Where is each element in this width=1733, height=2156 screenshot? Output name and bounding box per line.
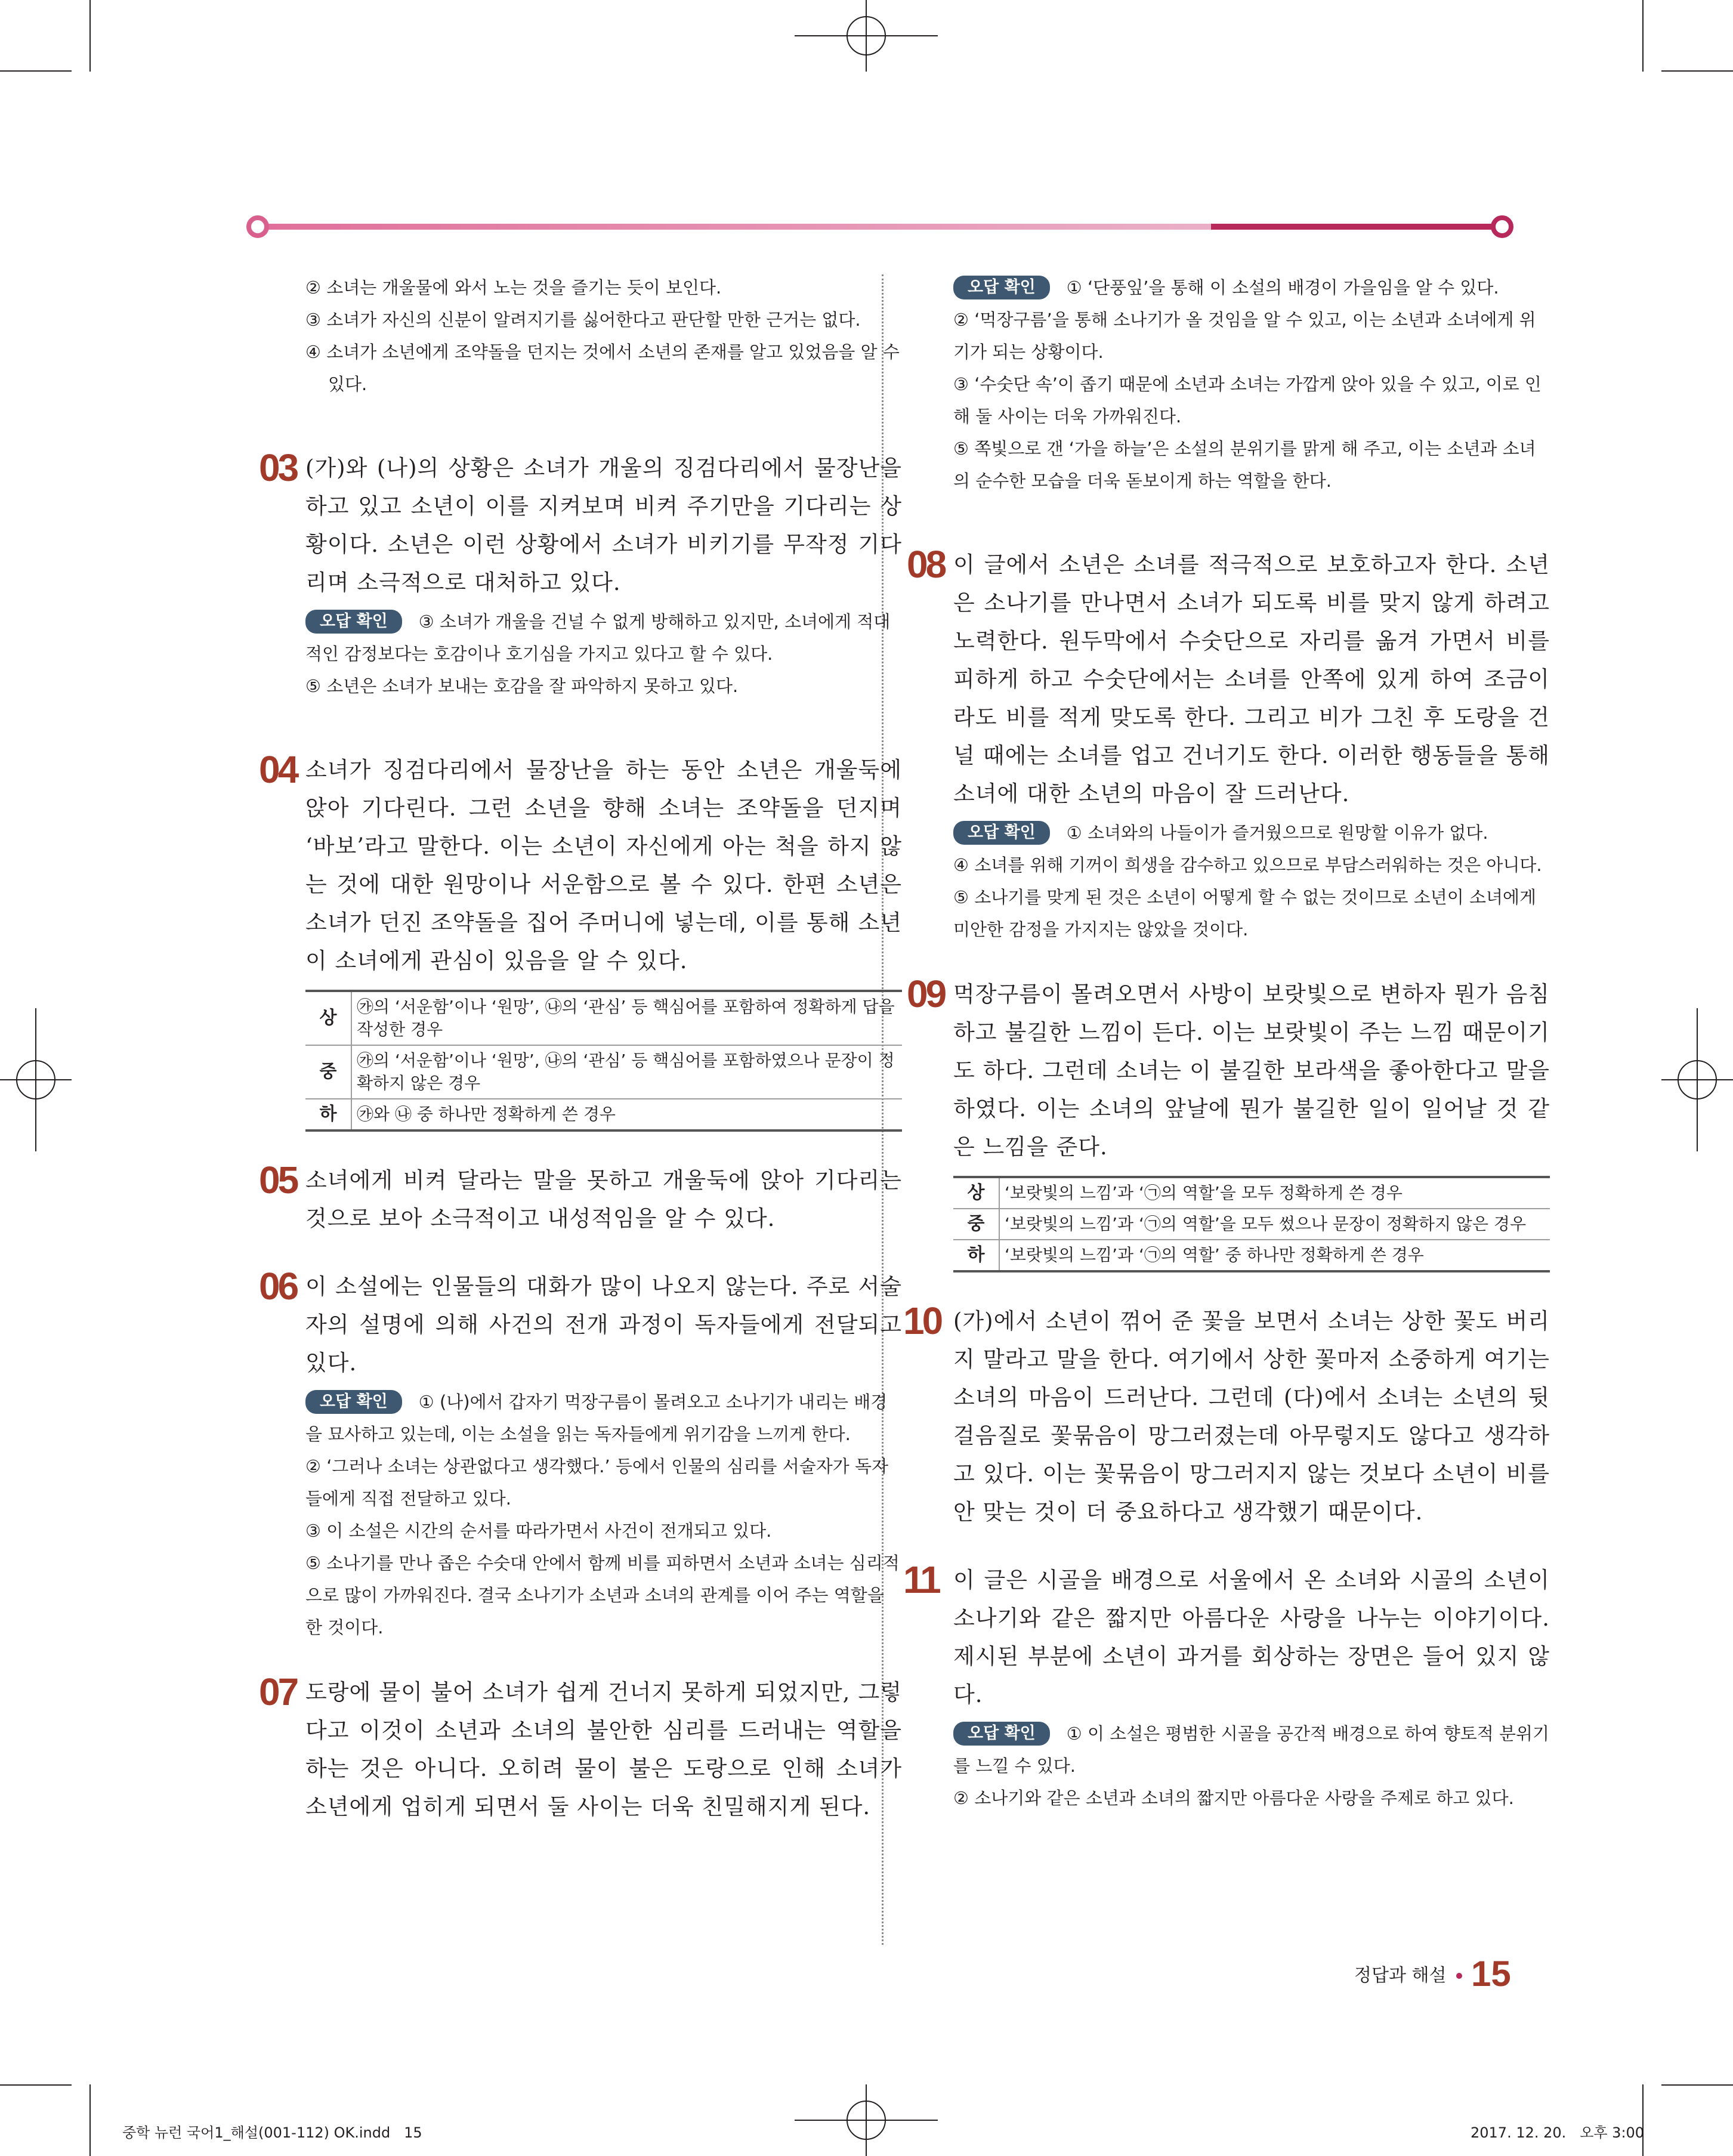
intro-options [305,271,902,400]
wrong-answer-badge: 오답 확인 [953,276,1050,299]
wrong-answer-note: 오답 확인 ③ 소녀가 개울을 건널 수 없게 방해하고 있지만, 소녀에게 적대적인 감정보다는 호감이나 호기심을 가지고 있다고 할 수 있다. [305,606,902,670]
option-item: ② ‘그러나 소녀는 상관없다고 생각했다.’ 등에서 인물의 심리를 서술자가 독자들에게 직접 전달하고 있다. [305,1456,889,1509]
question-07 [259,1670,902,1826]
grade-row [305,1045,902,1099]
grade-description: ‘보랏빛의 느낌’과 ‘㉠의 역할’을 모두 정확하게 쓴 경우 [999,1177,1550,1209]
grade-row [953,1177,1550,1209]
bullet-dot [1456,1973,1462,1979]
question-number: 09 [907,972,945,1015]
crop-mark [1661,70,1733,72]
question-number: 07 [259,1670,297,1713]
registration-mark [0,1008,72,1151]
grade-level: 하 [953,1240,999,1271]
wrong-answer-badge: 오답 확인 [953,1722,1050,1746]
grade-description: ‘보랏빛의 느낌’과 ‘㉠의 역할’ 중 하나만 정확하게 쓴 경우 [999,1240,1550,1271]
question-explanation: 소녀에게 비켜 달라는 말을 못하고 개울둑에 앉아 기다리는 것으로 보아 소극적이고 내성적임을 알 수 있다. [305,1167,902,1231]
question-number: 10 [903,1299,941,1342]
question-number: 04 [259,748,297,791]
grade-level: 하 [305,1099,351,1130]
page-number: 15 [1471,1954,1511,1994]
option-item: ⑤ 소년은 소녀가 보내는 호감을 잘 파악하지 못하고 있다. [305,676,739,696]
option-item: ② 소나기와 같은 소년과 소녀의 짧지만 아름다운 사랑을 주제로 하고 있다. [953,1788,1514,1808]
wrong-answer-note: 오답 확인 ① 이 소설은 평범한 시골을 공간적 배경으로 하여 향토적 분위기를 느낄 수 있다. [953,1718,1550,1782]
section-label: 정답과 해설 [1354,1965,1447,1986]
question-explanation: 먹장구름이 몰려오면서 사방이 보랏빛으로 변하자 뭔가 음침하고 불길한 느낌이 든다. 이는 보랏빛이 주는 느낌 때문이기도 하다. 그런데 소녀는 이 불길한 보라색을 좋아한다고 말을 하였다. 이는 소녀의 앞날에 뭔가 불길한 일이 일어날 것 같은 느낌을 준다. [953,981,1550,1160]
crop-mark [0,2084,72,2086]
grade-level: 상 [953,1177,999,1209]
question-11 [903,1558,1550,1814]
wrong-answer-note: 오답 확인 ① ‘단풍잎’을 통해 이 소설의 배경이 가을임을 알 수 있다. [953,271,1550,304]
crop-mark [1661,2084,1733,2086]
print-timestamp: 2017. 12. 20. 오후 3:00 [1471,2124,1645,2141]
question-explanation: (가)와 (나)의 상황은 소녀가 개울의 징검다리에서 물장난을 하고 있고 소년이 이를 지켜보며 비켜 주기만을 기다리는 상황이다. 소년은 이런 상황에서 소녀가 비키기를 무작정 기다리며 소극적으로 대처하고 있다. [305,455,902,595]
option-item: ④ 소녀를 위해 기꺼이 희생을 감수하고 있으므로 부담스러워하는 것은 아니다. [953,855,1542,875]
option-item: ⑤ 소나기를 맞게 된 것은 소년이 어떻게 할 수 없는 것이므로 소년이 소녀에게 미안한 감정을 가지지는 않았을 것이다. [953,887,1537,940]
question-number: 08 [907,543,945,586]
wrong-answer-badge: 오답 확인 [305,1390,402,1414]
question-number: 11 [903,1558,939,1601]
option-item: ② ‘먹장구름’을 통해 소나기가 올 것임을 알 수 있고, 이는 소년과 소녀에게 위기가 되는 상황이다. [953,310,1536,362]
question-06 [259,1265,902,1644]
option-item: ③ ‘수숫단 속’이 좁기 때문에 소년과 소녀는 가깝게 앉아 있을 수 있고, 이로 인해 둘 사이는 더욱 가까워진다. [953,374,1542,427]
option-item: ② 소녀는 개울물에 와서 노는 것을 즐기는 듯이 보인다. [305,277,722,298]
question-number: 06 [259,1265,297,1308]
registration-mark [1661,1008,1733,1151]
crop-mark [89,2084,91,2156]
left-column [259,271,902,1826]
grade-description: ‘보랏빛의 느낌’과 ‘㉠의 역할’을 모두 썼으나 문장이 정확하지 않은 경우 [999,1209,1550,1240]
question-explanation: 소녀가 징검다리에서 물장난을 하는 동안 소년은 개울둑에 앉아 기다린다. 그런 소년을 향해 소녀는 조약돌을 던지며 ‘바보’라고 말한다. 이는 소년이 자신에게 아는 척을 하지 않는 것에 대한 원망이나 서운함으로 볼 수 있다. 한편 소년은 소녀가 던진 조약돌을 집어 주머니에 넣는데, 이를 통해 소년이 소녀에게 관심이 있음을 알 수 있다. [305,757,902,974]
grade-row [953,1209,1550,1240]
registration-mark [795,2084,938,2156]
crop-mark [1642,2084,1644,2156]
question-number: 05 [259,1159,297,1201]
question-explanation: 이 글에서 소년은 소녀를 적극적으로 보호하고자 한다. 소년은 소나기를 만나면서 소녀가 되도록 비를 맞지 않게 하려고 노력한다. 원두막에서 수숫단으로 자리를 옮겨 가면서 비를 피하게 하고 수숫단에서는 소녀를 안쪽에 있게 하여 조금이라도 비를 적게 맞도록 한다. 그리고 비가 그친 후 도랑을 건널 때에는 소녀를 업고 건너기도 한다. 이러한 행동들을 통해 소녀에 대한 소년의 마음이 잘 드러난다. [953,552,1550,807]
grade-description: ㉮의 ‘서운함’이나 ‘원망’, ㉯의 ‘관심’ 등 핵심어를 포함하여 정확하게 답을 작성한 경우 [351,991,902,1045]
grade-row [305,991,902,1045]
grade-level: 중 [305,1045,351,1099]
grading-table [305,990,902,1132]
question-explanation: 도랑에 물이 불어 소녀가 쉽게 건너지 못하게 되었지만, 그렇다고 이것이 소년과 소녀의 불안한 심리를 드러내는 역할을 하는 것은 아니다. 오히려 물이 불은 도랑으로 인해 소녀가 소년에게 업히게 되면서 둘 사이는 더욱 친밀해지게 된다. [305,1679,902,1820]
crop-mark [1642,0,1644,72]
question-explanation: (가)에서 소년이 꺾어 준 꽃을 보면서 소녀는 상한 꽃도 버리지 말라고 말을 한다. 여기에서 상한 꽃마저 소중하게 여기는 소녀의 마음이 드러난다. 그런데 (다)에서 소녀는 소년의 뒷걸음질로 꽃묶음이 망그러졌는데 아무렇지도 않다고 생각하고 있다. 이는 꽃묶음이 망그러지지 않는 것보다 소년이 비를 안 맞는 것이 더 중요하다고 생각했기 때문이다. [953,1308,1550,1525]
grade-level: 중 [953,1209,999,1240]
crop-mark [0,70,72,72]
question-09 [907,972,1550,1272]
option-item: ③ 이 소설은 시간의 순서를 따라가면서 사건이 전개되고 있다. [305,1521,772,1541]
option-item: ③ 소녀가 자신의 신분이 알려지기를 싫어한다고 판단할 만한 근거는 없다. [305,310,861,330]
question-08 [907,543,1550,946]
grading-table [953,1176,1550,1272]
file-name: 중학 뉴런 국어1_해설(001-112) OK.indd 15 [122,2124,422,2141]
option-item: ④ 소녀가 소년에게 조약돌을 던지는 것에서 소년의 존재를 알고 있었음을 알 수 있다. [305,342,900,394]
grade-row [305,1099,902,1130]
option-item: ⑤ 쪽빛으로 갠 ‘가을 하늘’은 소설의 분위기를 맑게 해 주고, 이는 소년과 소녀의 순수한 모습을 더욱 돋보이게 하는 역할을 한다. [953,438,1536,491]
intro-options [953,271,1550,497]
grade-level: 상 [305,991,351,1045]
right-column [903,271,1550,1814]
grade-row [953,1240,1550,1271]
grade-description: ㉮의 ‘서운함’이나 ‘원망’, ㉯의 ‘관심’ 등 핵심어를 포함하였으나 문장이 정확하지 않은 경우 [351,1045,902,1099]
question-explanation: 이 소설에는 인물들의 대화가 많이 나오지 않는다. 주로 서술자의 설명에 의해 사건의 전개 과정이 독자들에게 전달되고 있다. [305,1274,902,1376]
grade-description: ㉮와 ㉯ 중 하나만 정확하게 쓴 경우 [351,1099,902,1130]
crop-mark [89,0,91,72]
header-bar [245,214,1515,240]
wrong-answer-badge: 오답 확인 [953,821,1050,845]
question-number: 03 [259,446,297,489]
wrong-answer-badge: 오답 확인 [305,610,402,634]
question-10 [903,1299,1550,1531]
wrong-answer-note: 오답 확인 ① (나)에서 갑자기 먹장구름이 몰려오고 소나기가 내리는 배경을 묘사하고 있는데, 이는 소설을 읽는 독자들에게 위기감을 느끼게 한다. [305,1386,902,1450]
question-04 [259,748,902,1132]
question-05 [259,1159,902,1238]
registration-mark [795,0,938,72]
question-explanation: 이 글은 시골을 배경으로 서울에서 온 소녀와 시골의 소년이 소나기와 같은 짧지만 아름다운 사랑을 나누는 이야기이다. 제시된 부분에 소년이 과거를 회상하는 장면은 들어 있지 않다. [953,1567,1550,1707]
option-item: ⑤ 소나기를 만나 좁은 수숫대 안에서 함께 비를 피하면서 소년과 소녀는 심리적으로 많이 가까워진다. 결국 소나기가 소년과 소녀의 관계를 이어 주는 역할을 한 것이다. [305,1553,900,1638]
question-03 [259,446,902,702]
wrong-answer-note: 오답 확인 ① 소녀와의 나들이가 즐거웠으므로 원망할 이유가 없다. [953,817,1550,849]
